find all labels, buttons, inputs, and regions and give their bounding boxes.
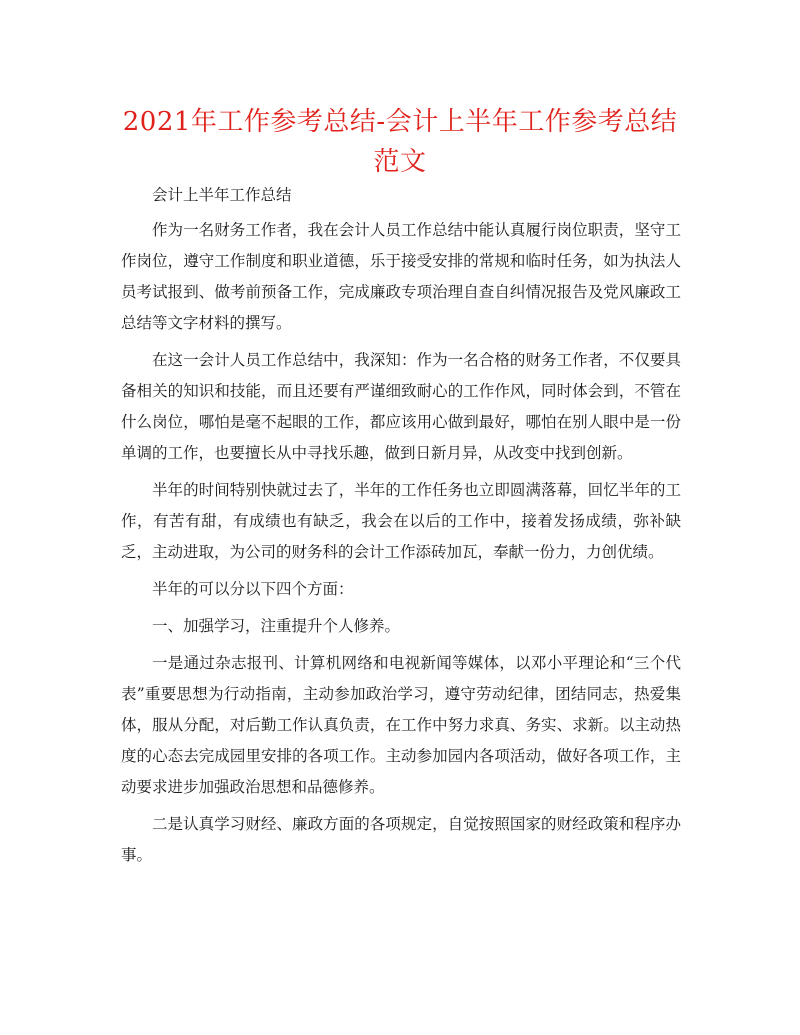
paragraph-6: 一是通过杂志报刊、计算机网络和电视新闻等媒体，以邓小平理论和“三个代表”重要思想为行动指南，主动参加政治学习，遵守劳动纪律，团结同志，热爱集体，服从分配，对后勤工作认真负责，在工作中努力求真、务实、求新。以主动热度的心态去完成园里安排的各项工作。主动参加园内各项活动，做好各项工作，主动要求进步加强政治思想和品德修养。 — [121, 654, 681, 796]
paragraph-1: 作为一名财务工作者，我在会计人员工作总结中能认真履行岗位职责，坚守工作岗位，遵守工作制度和职业道德，乐于接受安排的常规和临时任务，如为执法人员考试报到、做考前预备工作，完成廉政专项治理自查自纠情况报告及党风廉政工总结等文字材料的撰写。 — [121, 221, 681, 332]
section-heading-1: 一、加强学习，注重提升个人修养。 — [152, 617, 401, 635]
document-title: 2021年工作参考总结-会计上半年工作参考总结范文 — [122, 107, 678, 177]
paragraph-2: 在这一会计人员工作总结中，我深知：作为一名合格的财务工作者，不仅要具备相关的知识和技能，而且还要有严谨细致耐心的工作作风，同时体会到，不管在什么岗位，哪怕是毫不起眼的工作，都应该用心做到最好，哪怕在别人眼中是一份单调的工作，也要擅长从中寻找乐趣，做到日新月异，从改变中找到创新。 — [121, 351, 681, 462]
paragraph-subtitle: 会计上半年工作总结 — [152, 186, 292, 204]
paragraph-3: 半年的时间特别快就过去了，半年的工作任务也立即圆满落幕，回忆半年的工作，有苦有甜，有成绩也有缺乏，我会在以后的工作中，接着发扬成绩，弥补缺乏，主动进取，为公司的财务科的会计工作添砖加瓦，奉献一份力，力创优绩。 — [121, 481, 681, 561]
paragraph-7: 二是认真学习财经、廉政方面的各项规定，自觉按照国家的财经政策和程序办事。 — [121, 815, 681, 864]
paragraph-4: 半年的可以分以下四个方面： — [152, 580, 354, 598]
document-body — [121, 180, 681, 877]
